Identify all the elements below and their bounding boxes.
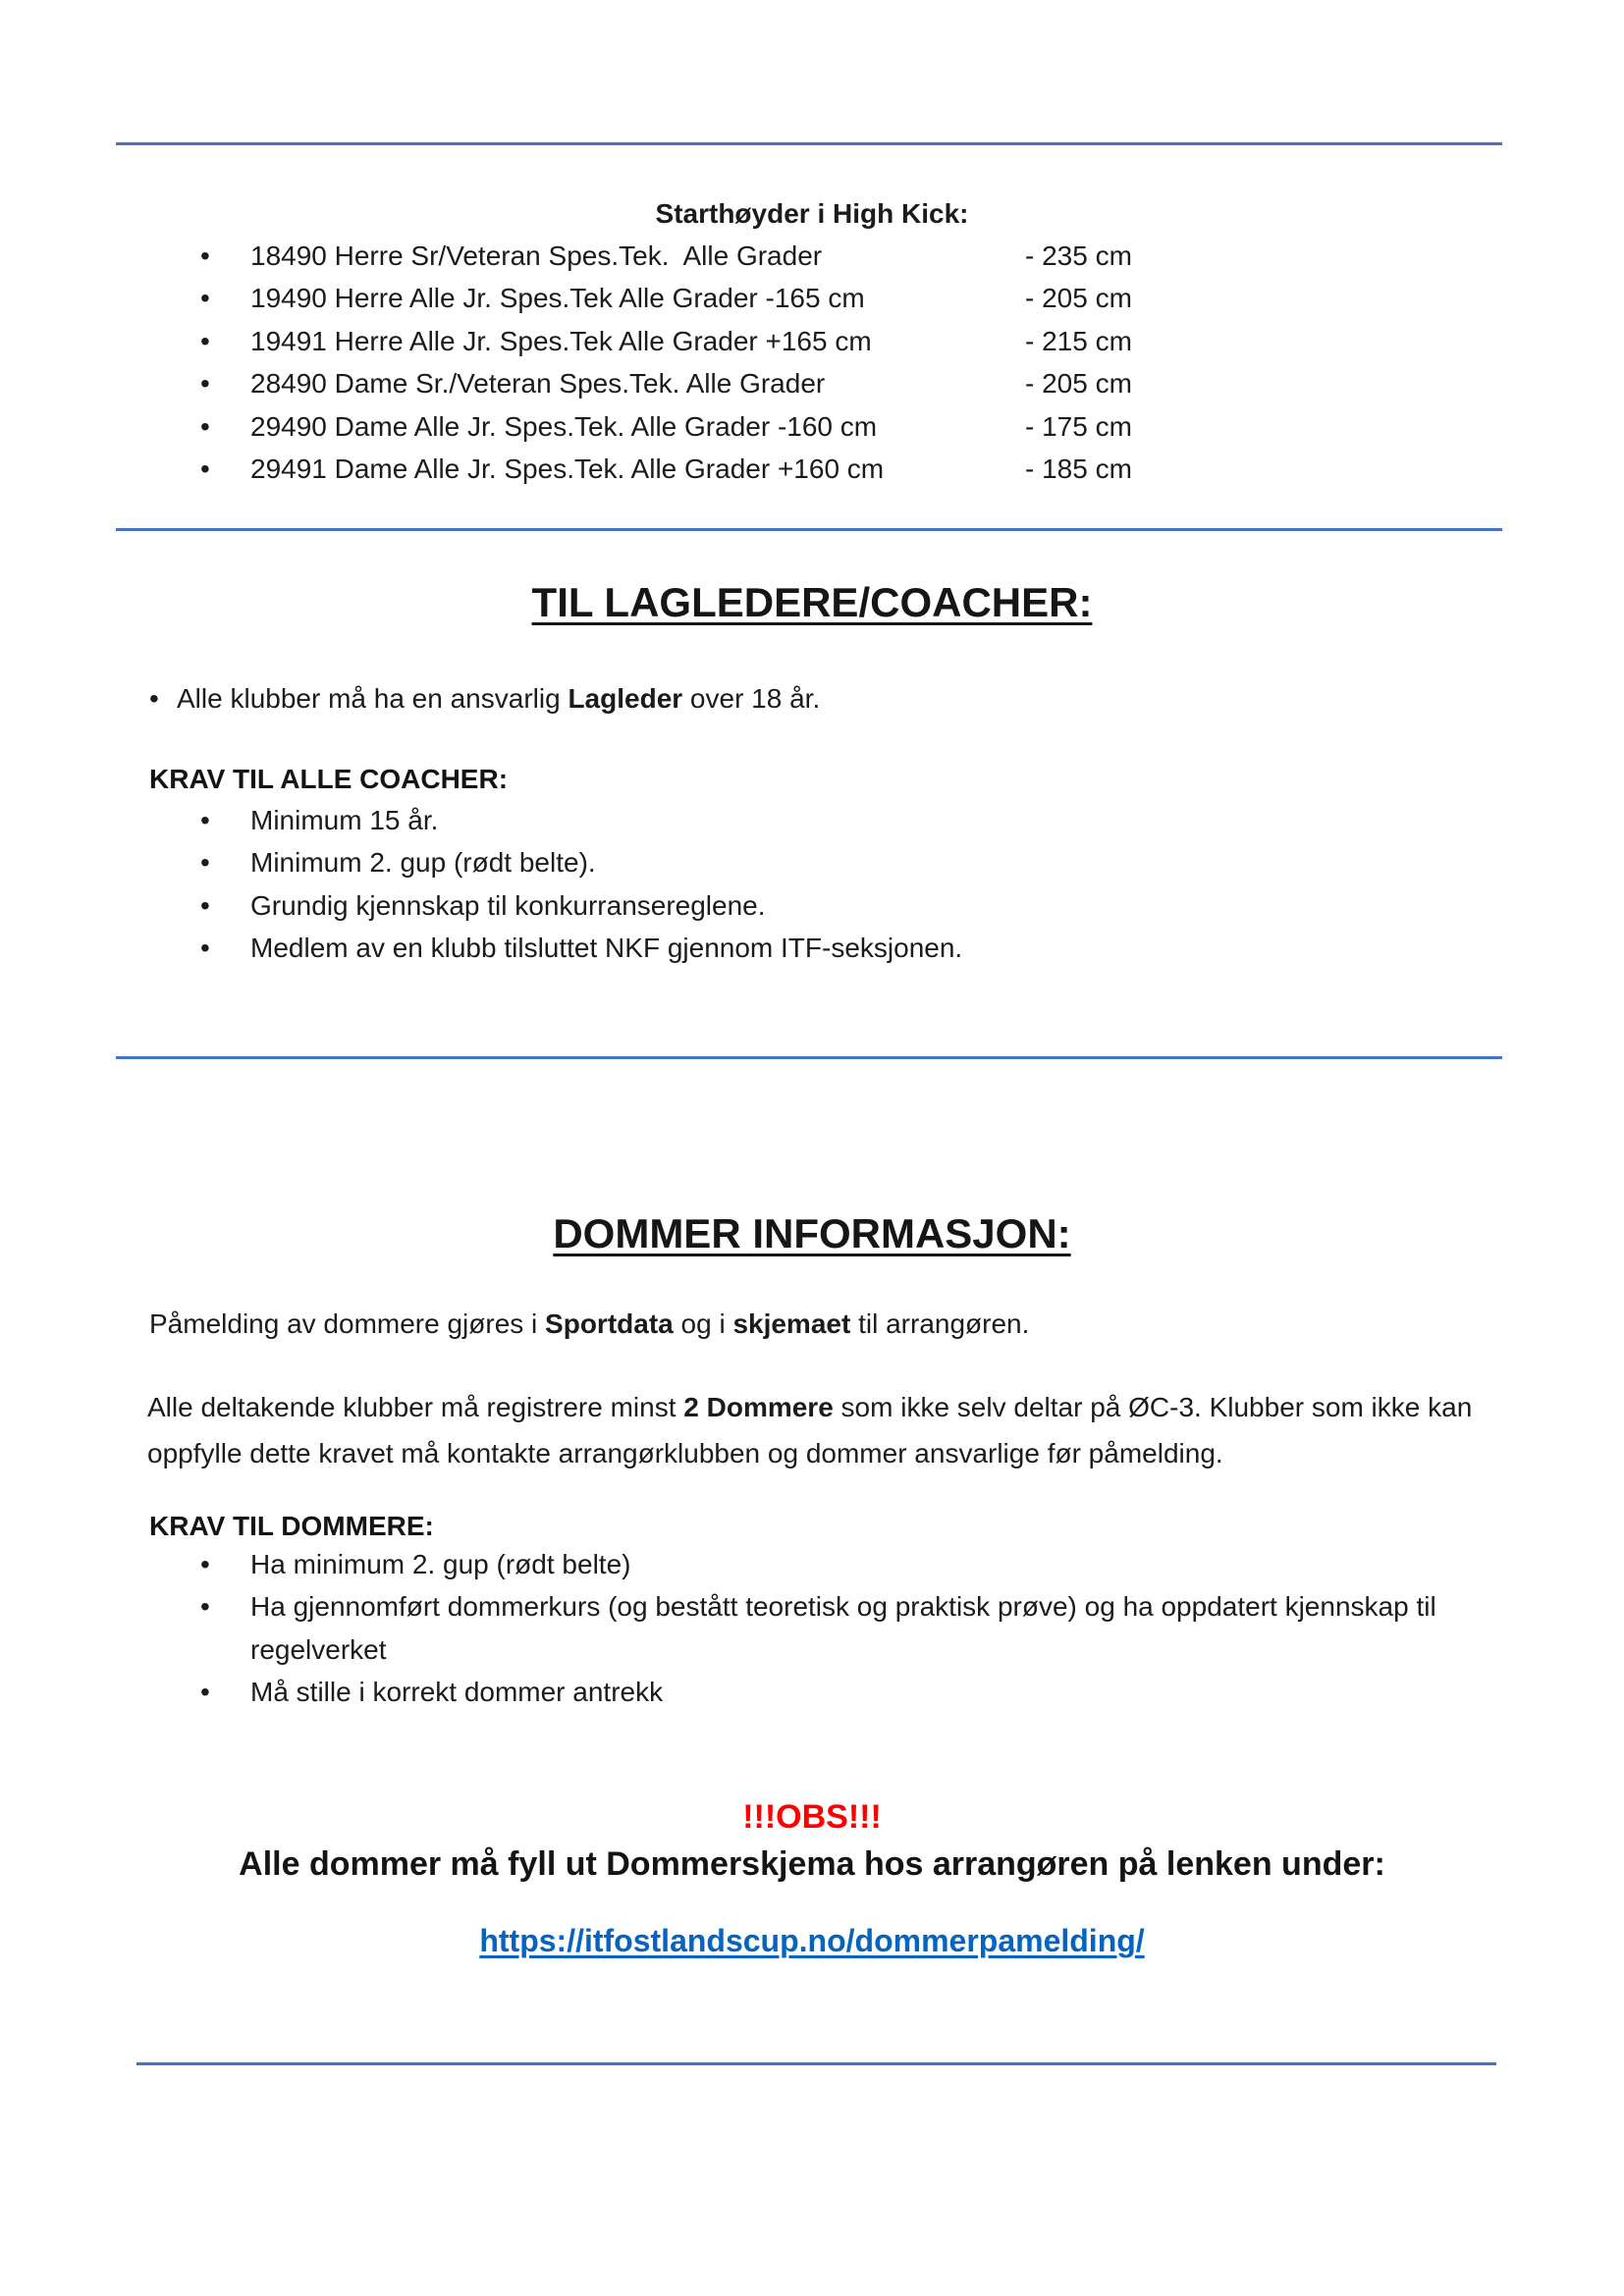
dommer-informasjon-heading: DOMMER INFORMASJON:	[553, 1210, 1071, 1256]
judge-minimum-paragraph	[147, 1384, 1494, 1476]
section-divider	[116, 1056, 1502, 1059]
requirement-text: Minimum 2. gup (rødt belte).	[250, 847, 596, 879]
bullet-icon: •	[200, 410, 210, 442]
bullet-icon: •	[200, 240, 210, 271]
requirement-item	[200, 799, 962, 841]
coach-requirements-list	[200, 799, 962, 970]
start-height-row	[200, 448, 1132, 490]
bullet-icon: •	[200, 805, 210, 835]
note-text-bold: Lagleder	[568, 683, 683, 714]
start-height-value: - 235 cm	[1025, 240, 1132, 271]
link-row	[0, 1919, 1624, 1962]
bullet-icon: •	[149, 683, 159, 714]
paragraph-text: til arrangøren.	[850, 1308, 1030, 1339]
start-height-row	[200, 362, 1132, 404]
bullet-icon: •	[200, 847, 210, 879]
judge-requirements-list	[200, 1543, 1458, 1714]
judge-registration-link[interactable]: https://itfostlandscup.no/dommerpamelding/	[479, 1923, 1145, 1958]
section-divider	[116, 142, 1502, 145]
class-label: 18490 Herre Sr/Veteran Spes.Tek. Alle Grader	[250, 240, 823, 271]
start-height-value: - 185 cm	[1025, 453, 1132, 484]
paragraph-text: og i	[673, 1308, 733, 1339]
bullet-icon: •	[200, 1677, 210, 1708]
paragraph-text-bold: Sportdata	[545, 1308, 674, 1339]
start-height-value: - 175 cm	[1025, 410, 1132, 442]
lagledere-heading: TIL LAGLEDERE/COACHER:	[531, 579, 1093, 625]
bullet-icon: •	[200, 1591, 210, 1623]
class-label: 19490 Herre Alle Jr. Spes.Tek Alle Grader -165 cm	[250, 283, 865, 314]
class-label: 19491 Herre Alle Jr. Spes.Tek Alle Grader +165 cm	[250, 325, 872, 356]
note-text: Alle klubber må ha en ansvarlig	[177, 683, 568, 714]
coach-requirements-heading: KRAV TIL ALLE COACHER:	[149, 764, 509, 794]
start-height-row	[200, 235, 1132, 277]
class-label: 29491 Dame Alle Jr. Spes.Tek. Alle Grader +160 cm	[250, 453, 885, 484]
bullet-icon: •	[200, 889, 210, 921]
judge-form-instruction: Alle dommer må fyll ut Dommerskjema hos arrangøren på lenken under:	[239, 1845, 1385, 1883]
section-divider	[116, 528, 1502, 531]
lagleder-requirement-note	[149, 677, 820, 720]
requirement-item	[200, 1585, 1458, 1671]
requirement-text: Grundig kjennskap til konkurransereglene.	[250, 889, 766, 921]
requirement-text: Ha minimum 2. gup (rødt belte)	[250, 1549, 631, 1579]
paragraph-text: som ikke selv deltar på ØC-3. Klubber som ikke kan oppfylle dette kravet må kontakte arrangørklubben og dommer ansvarlige før påmelding.	[147, 1392, 1473, 1468]
paragraph-text-bold: 2 Dommere	[683, 1392, 834, 1422]
class-label: 28490 Dame Sr./Veteran Spes.Tek. Alle Grader	[250, 368, 826, 400]
bullet-icon: •	[200, 933, 210, 964]
obs-alert: !!!OBS!!!	[742, 1798, 882, 1836]
start-height-row	[200, 320, 1132, 362]
bullet-icon: •	[200, 368, 210, 400]
bullet-icon: •	[200, 325, 210, 356]
paragraph-text-bold: skjemaet	[732, 1308, 851, 1339]
requirement-text: Må stille i korrekt dommer antrekk	[250, 1677, 664, 1708]
paragraph-text: Påmelding av dommere gjøres i	[149, 1308, 546, 1339]
bullet-icon: •	[200, 1549, 210, 1579]
high-kick-heading: Starthøyder i High Kick:	[655, 198, 969, 229]
start-height-list	[200, 235, 1132, 490]
requirement-item	[200, 884, 962, 927]
requirement-item	[200, 1671, 1458, 1713]
requirement-item	[200, 841, 962, 883]
requirement-text: Medlem av en klubb tilsluttet NKF gjennom ITF-seksjonen.	[250, 933, 963, 964]
requirement-text: Minimum 15 år.	[250, 805, 439, 835]
judge-requirements-heading: KRAV TIL DOMMERE:	[149, 1511, 434, 1541]
section-divider	[136, 2062, 1496, 2065]
start-height-row	[200, 277, 1132, 319]
judge-registration-paragraph	[149, 1303, 1029, 1345]
start-height-value: - 205 cm	[1025, 368, 1132, 400]
note-text: over 18 år.	[682, 683, 821, 714]
paragraph-text: Alle deltakende klubber må registrere minst	[147, 1392, 684, 1422]
requirement-item	[200, 1543, 1458, 1585]
class-label: 29490 Dame Alle Jr. Spes.Tek. Alle Grader -160 cm	[250, 410, 878, 442]
start-height-row	[200, 405, 1132, 448]
start-height-value: - 205 cm	[1025, 283, 1132, 314]
bullet-icon: •	[200, 453, 210, 484]
requirement-text: Ha gjennomført dommerkurs (og bestått teoretisk og praktisk prøve) og ha oppdatert kjennskap til regelverket	[250, 1591, 1436, 1665]
start-height-value: - 215 cm	[1025, 325, 1132, 356]
bullet-icon: •	[200, 283, 210, 314]
requirement-item	[200, 927, 962, 969]
